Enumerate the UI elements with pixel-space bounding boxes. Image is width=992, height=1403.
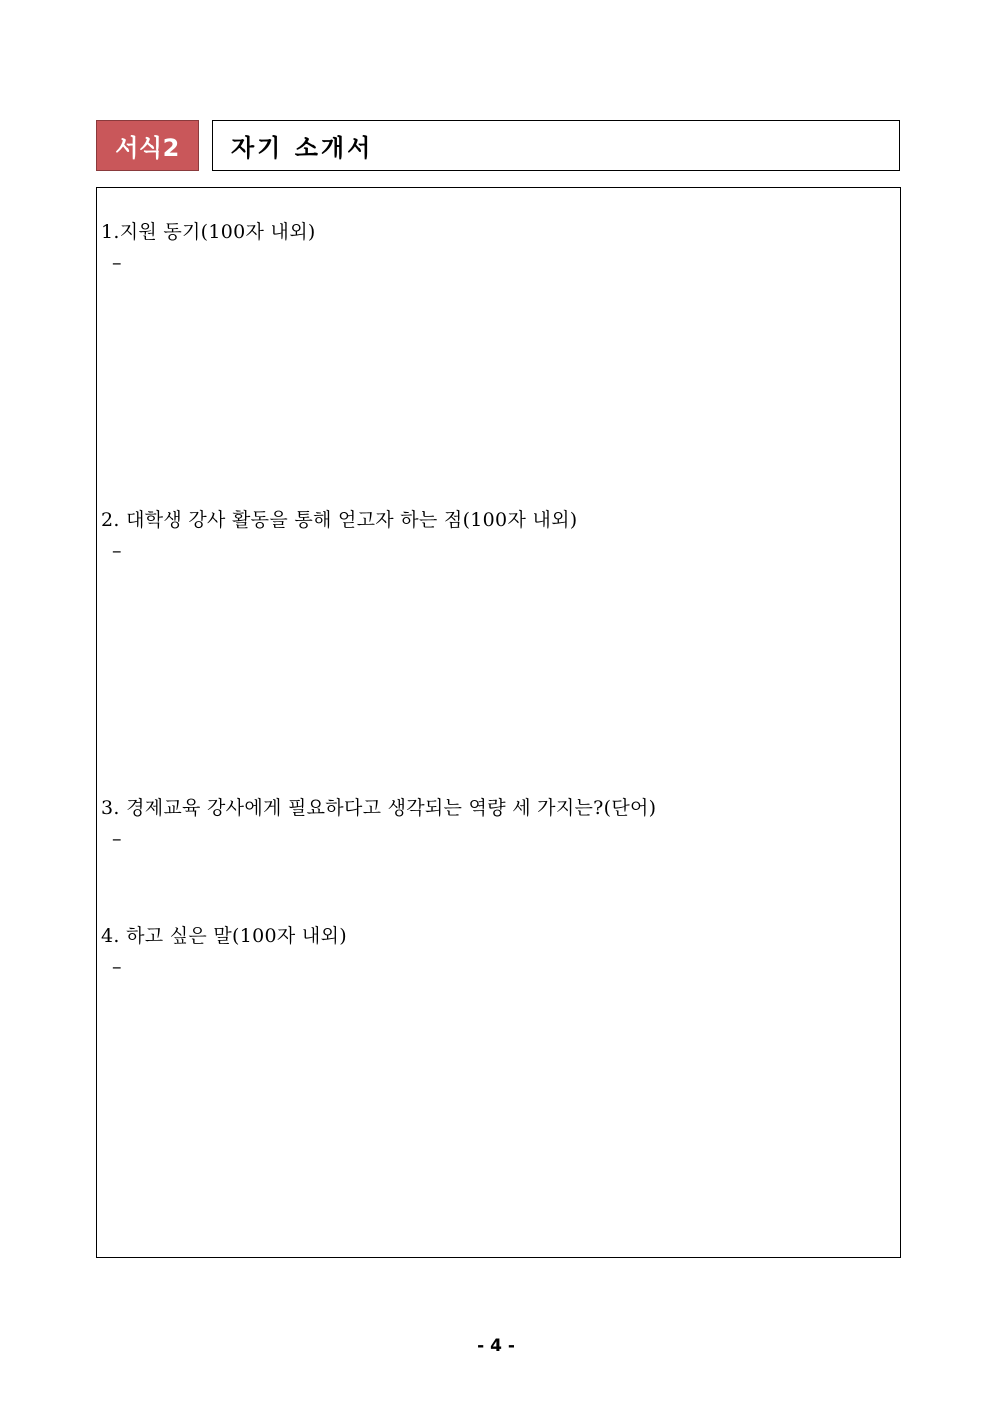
question-2-answer-field[interactable]: – <box>112 540 122 562</box>
question-2-label: 2. 대학생 강사 활동을 통해 얻고자 하는 점(100자 내외) <box>101 509 578 531</box>
question-1-answer-field[interactable]: – <box>112 252 122 274</box>
document-title: 자기 소개서 <box>231 134 374 162</box>
question-4-label: 4. 하고 싶은 말(100자 내외) <box>101 925 347 947</box>
question-4-answer-field[interactable]: – <box>112 956 122 978</box>
question-1-label: 1.지원 동기(100자 내외) <box>101 221 316 243</box>
question-3-answer-field[interactable]: – <box>112 828 122 850</box>
question-3-label: 3. 경제교육 강사에게 필요하다고 생각되는 역량 세 가지는?(단어) <box>101 797 657 819</box>
page-number: - 4 - <box>477 1336 515 1356</box>
document-title-box <box>212 120 900 171</box>
form-number-badge <box>96 120 199 171</box>
form-number-label: 서식2 <box>115 134 180 162</box>
self-introduction-form <box>96 187 901 1258</box>
